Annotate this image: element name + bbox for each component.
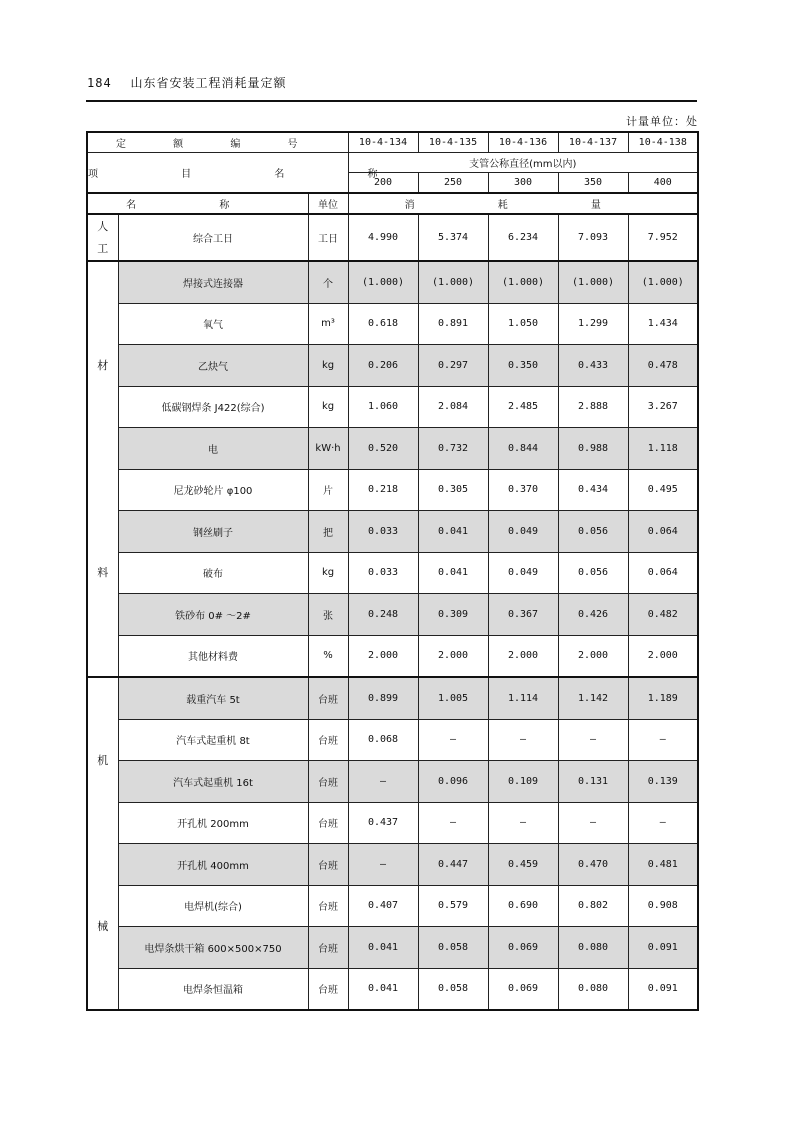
item-name: 低碳钢焊条 J422(综合) — [118, 386, 308, 428]
item-name: 综合工日 — [118, 214, 308, 261]
spec-title: 支管公称直径(mm以内) — [348, 153, 698, 173]
consumption-value: 0.069 — [488, 927, 558, 969]
category-cell — [87, 261, 118, 677]
item-name: 汽车式起重机 8t — [118, 719, 308, 761]
consumption-value: 2.000 — [418, 635, 488, 677]
item-name: 汽车式起重机 16t — [118, 761, 308, 803]
table-row — [87, 802, 698, 844]
item-unit: % — [308, 635, 348, 677]
category-label — [88, 262, 118, 676]
spec-title-row — [87, 153, 698, 173]
consumption-value: 2.000 — [348, 635, 418, 677]
item-unit: 台班 — [308, 844, 348, 886]
consumption-value: 0.058 — [418, 968, 488, 1010]
category-label — [88, 215, 118, 260]
consumption-value: 1.050 — [488, 303, 558, 345]
consumption-value: 6.234 — [488, 214, 558, 261]
table-row — [87, 552, 698, 594]
item-unit: 工日 — [308, 214, 348, 261]
item-name: 乙炔气 — [118, 345, 308, 387]
consumption-value: (1.000) — [558, 261, 628, 303]
consumption-value: 0.068 — [348, 719, 418, 761]
item-name: 钢丝刷子 — [118, 511, 308, 553]
category-char: 机 — [97, 754, 109, 768]
consumption-value: 0.080 — [558, 968, 628, 1010]
item-name: 电 — [118, 428, 308, 470]
consumption-value: 0.690 — [488, 885, 558, 927]
consumption-value: 5.374 — [418, 214, 488, 261]
consumption-value: 0.899 — [348, 677, 418, 719]
consumption-value: 0.437 — [348, 802, 418, 844]
table-row — [87, 511, 698, 553]
consumption-value: 1.114 — [488, 677, 558, 719]
consumption-value: — — [558, 719, 628, 761]
consumption-value: 2.888 — [558, 386, 628, 428]
quota-code-label: 定 额 编 号 — [87, 132, 348, 153]
table-row — [87, 428, 698, 470]
quota-code-row — [87, 132, 698, 153]
table-row — [87, 261, 698, 303]
quota-table — [86, 131, 699, 1011]
quota-code: 10-4-135 — [418, 132, 488, 153]
consumption-value: 0.579 — [418, 885, 488, 927]
unit-label: 单位 — [308, 193, 348, 214]
consumption-value: 2.000 — [628, 635, 698, 677]
diameter: 300 — [488, 173, 558, 194]
consumption-value: 0.297 — [418, 345, 488, 387]
category-cell — [87, 677, 118, 1010]
item-unit: 台班 — [308, 761, 348, 803]
consumption-value: (1.000) — [628, 261, 698, 303]
consumption-value: 2.485 — [488, 386, 558, 428]
item-unit: kg — [308, 386, 348, 428]
item-name: 其他材料费 — [118, 635, 308, 677]
item-name: 氧气 — [118, 303, 308, 345]
item-unit: 台班 — [308, 885, 348, 927]
consumption-value: 0.305 — [418, 469, 488, 511]
category-char: 材 — [97, 358, 109, 372]
consumption-value: 7.952 — [628, 214, 698, 261]
consumption-value: 7.093 — [558, 214, 628, 261]
table-row — [87, 594, 698, 636]
consumption-value: — — [418, 802, 488, 844]
consumption-value: 0.908 — [628, 885, 698, 927]
consumption-value: 1.434 — [628, 303, 698, 345]
item-name: 破布 — [118, 552, 308, 594]
consumption-value: 0.802 — [558, 885, 628, 927]
consumption-value: 0.091 — [628, 968, 698, 1010]
item-name: 电焊条烘干箱 600×500×750 — [118, 927, 308, 969]
diameter: 250 — [418, 173, 488, 194]
consumption-value: 3.267 — [628, 386, 698, 428]
consumption-value: 0.056 — [558, 552, 628, 594]
consumption-value: 0.478 — [628, 345, 698, 387]
item-name: 开孔机 200mm — [118, 802, 308, 844]
consumption-value: 0.033 — [348, 552, 418, 594]
unit-note: 计量单位：处 — [626, 115, 698, 128]
consumption-value: 1.189 — [628, 677, 698, 719]
item-unit: 台班 — [308, 677, 348, 719]
consumption-value: 0.891 — [418, 303, 488, 345]
consumption-value: 0.041 — [418, 552, 488, 594]
consumption-value: 0.041 — [418, 511, 488, 553]
consumption-value: — — [488, 802, 558, 844]
consumption-value: 0.370 — [488, 469, 558, 511]
consumption-value: 0.091 — [628, 927, 698, 969]
consumption-value: 0.988 — [558, 428, 628, 470]
table-row — [87, 469, 698, 511]
quota-code: 10-4-134 — [348, 132, 418, 153]
consumption-value: 0.482 — [628, 594, 698, 636]
consumption-value: 0.447 — [418, 844, 488, 886]
table-row — [87, 677, 698, 719]
consumption-value: 0.049 — [488, 511, 558, 553]
table-row — [87, 214, 698, 261]
consumption-value: 2.000 — [558, 635, 628, 677]
consumption-value: 0.041 — [348, 968, 418, 1010]
page-header — [87, 74, 287, 91]
consumption-value: 0.080 — [558, 927, 628, 969]
consumption-label: 消 耗 量 — [348, 193, 698, 214]
item-name-label: 项 目 名 称 — [87, 153, 348, 194]
table-row — [87, 761, 698, 803]
consumption-value: 0.131 — [558, 761, 628, 803]
table-row — [87, 719, 698, 761]
item-name: 开孔机 400mm — [118, 844, 308, 886]
consumption-value: 0.407 — [348, 885, 418, 927]
table-row — [87, 345, 698, 387]
consumption-value: — — [628, 719, 698, 761]
diameter: 350 — [558, 173, 628, 194]
column-header-row — [87, 193, 698, 214]
consumption-value: — — [348, 844, 418, 886]
table-row — [87, 635, 698, 677]
consumption-value: 0.618 — [348, 303, 418, 345]
consumption-value: — — [628, 802, 698, 844]
quota-code: 10-4-137 — [558, 132, 628, 153]
item-unit: m³ — [308, 303, 348, 345]
item-unit: 台班 — [308, 719, 348, 761]
consumption-value: 1.005 — [418, 677, 488, 719]
consumption-value: 0.064 — [628, 511, 698, 553]
consumption-value: 0.732 — [418, 428, 488, 470]
table-row — [87, 927, 698, 969]
consumption-value: 0.096 — [418, 761, 488, 803]
consumption-value: 0.109 — [488, 761, 558, 803]
consumption-value: 0.433 — [558, 345, 628, 387]
category-cell — [87, 214, 118, 261]
consumption-value: (1.000) — [488, 261, 558, 303]
item-unit: kg — [308, 345, 348, 387]
consumption-value: 0.139 — [628, 761, 698, 803]
category-char: 械 — [97, 919, 109, 933]
item-unit: 张 — [308, 594, 348, 636]
item-unit: 个 — [308, 261, 348, 303]
page-number: 184 — [87, 76, 112, 90]
consumption-value: 0.367 — [488, 594, 558, 636]
consumption-value: 0.495 — [628, 469, 698, 511]
item-name: 电焊机(综合) — [118, 885, 308, 927]
consumption-value: 0.218 — [348, 469, 418, 511]
consumption-value: 1.118 — [628, 428, 698, 470]
consumption-value: 1.299 — [558, 303, 628, 345]
item-unit: 片 — [308, 469, 348, 511]
consumption-value: — — [488, 719, 558, 761]
table-row — [87, 303, 698, 345]
item-name: 焊接式连接器 — [118, 261, 308, 303]
item-name: 尼龙砂轮片 φ100 — [118, 469, 308, 511]
consumption-value: 4.990 — [348, 214, 418, 261]
item-unit: kW·h — [308, 428, 348, 470]
consumption-value: 0.064 — [628, 552, 698, 594]
consumption-value: 0.434 — [558, 469, 628, 511]
consumption-value: 0.041 — [348, 927, 418, 969]
consumption-value: 0.459 — [488, 844, 558, 886]
consumption-value: 0.056 — [558, 511, 628, 553]
consumption-value: (1.000) — [418, 261, 488, 303]
item-unit: 台班 — [308, 802, 348, 844]
consumption-value: 0.309 — [418, 594, 488, 636]
header-rule — [86, 100, 697, 102]
consumption-value: 1.142 — [558, 677, 628, 719]
consumption-value: 0.206 — [348, 345, 418, 387]
consumption-value: (1.000) — [348, 261, 418, 303]
table-row — [87, 885, 698, 927]
item-unit: 台班 — [308, 927, 348, 969]
name-label: 名 称 — [87, 193, 308, 214]
consumption-value: 0.426 — [558, 594, 628, 636]
consumption-value: 0.058 — [418, 927, 488, 969]
consumption-value: 2.000 — [488, 635, 558, 677]
quota-code: 10-4-138 — [628, 132, 698, 153]
item-unit: kg — [308, 552, 348, 594]
consumption-value: 0.350 — [488, 345, 558, 387]
consumption-value: 0.069 — [488, 968, 558, 1010]
item-name: 电焊条恒温箱 — [118, 968, 308, 1010]
consumption-value: 0.470 — [558, 844, 628, 886]
consumption-value: 0.844 — [488, 428, 558, 470]
book-title: 山东省安装工程消耗量定额 — [130, 76, 287, 90]
consumption-value: 0.520 — [348, 428, 418, 470]
consumption-value: — — [558, 802, 628, 844]
consumption-value: — — [418, 719, 488, 761]
table-row — [87, 968, 698, 1010]
consumption-value: 0.049 — [488, 552, 558, 594]
consumption-value: 2.084 — [418, 386, 488, 428]
table-row — [87, 844, 698, 886]
category-char: 料 — [97, 565, 109, 579]
diameter: 200 — [348, 173, 418, 194]
category-char: 工 — [97, 242, 109, 256]
consumption-value: 1.060 — [348, 386, 418, 428]
item-unit: 台班 — [308, 968, 348, 1010]
category-char: 人 — [97, 219, 109, 233]
item-name: 铁砂布 0# ～2# — [118, 594, 308, 636]
consumption-value: — — [348, 761, 418, 803]
item-name: 载重汽车 5t — [118, 677, 308, 719]
item-unit: 把 — [308, 511, 348, 553]
consumption-value: 0.248 — [348, 594, 418, 636]
consumption-value: 0.481 — [628, 844, 698, 886]
table-row — [87, 386, 698, 428]
category-label — [88, 678, 118, 1009]
diameter: 400 — [628, 173, 698, 194]
quota-code: 10-4-136 — [488, 132, 558, 153]
consumption-value: 0.033 — [348, 511, 418, 553]
